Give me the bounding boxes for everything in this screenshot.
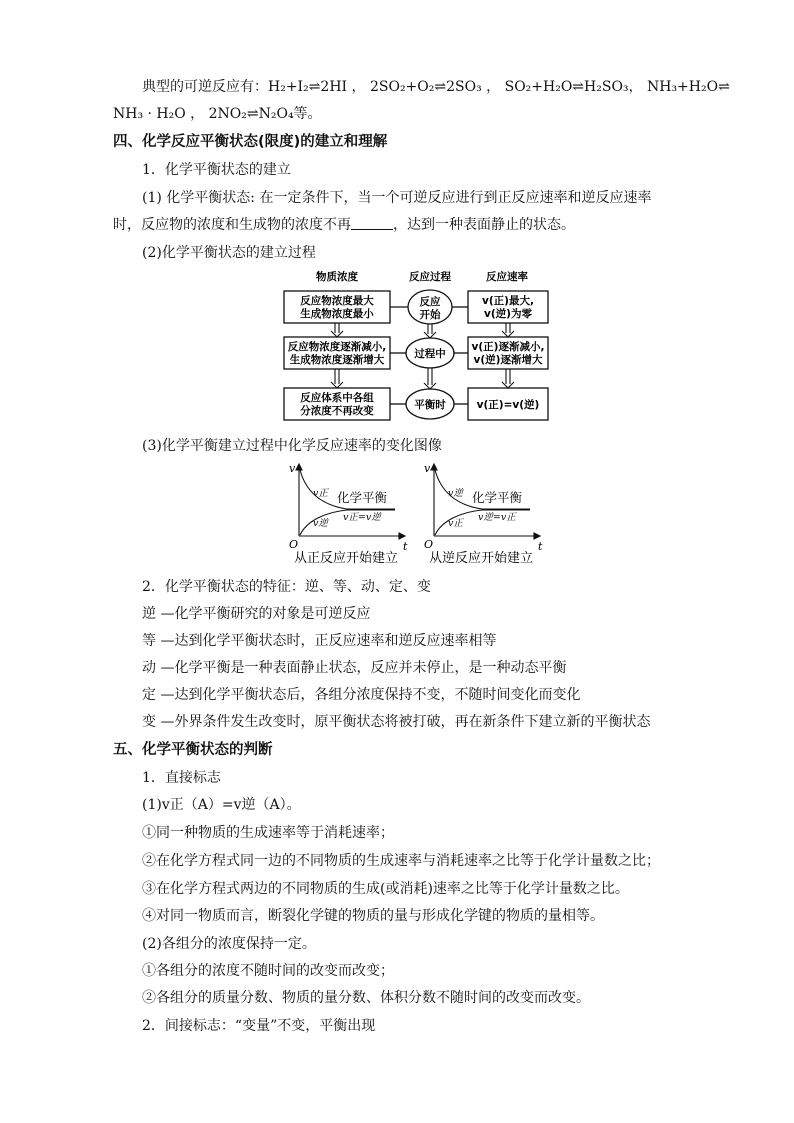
reversible-reactions-line-1: 典型的可逆反应有：H₂+I₂⇌2HI ， 2SO₂+O₂⇌2SO₃ ， SO₂+H₂O⇌H₂SO₃， NH₃+H₂O⇌ <box>142 79 730 95</box>
feature-equal: 等 —达到化学平衡状态时，正反应速率和逆反应速率相等 <box>142 633 497 649</box>
feature-dynamic: 动 —化学平衡是一种表面静止状态，反应并未停止，是一种动态平衡 <box>142 660 567 676</box>
reversible-reactions-line-2: NH₃ · H₂O ， 2NO₂⇌N₂O₄等。 <box>113 106 322 122</box>
origin-left: O <box>289 538 299 551</box>
axis-t-left: t <box>403 540 408 553</box>
feature-change: 变 —外界条件发生改变时，原平衡状态将被打破，再在新条件下建立新的平衡状态 <box>142 714 651 730</box>
definition-text-pre: 时，反应物的浓度和生成物的浓度不再 <box>113 217 351 233</box>
axis-t-right: t <box>538 540 543 553</box>
flow-box-rate-start-line2: v(逆)为零 <box>484 308 532 320</box>
label-bottom-curve-right: v正 <box>448 518 463 529</box>
flow-box-rate-start-line1: v(正)最大, <box>482 295 534 307</box>
feature-reversible: 逆 —化学平衡研究的对象是可逆反应 <box>142 606 371 622</box>
label-bottom-curve-left: v逆 <box>313 518 328 529</box>
direct-marker-item-3: ③在化学方程式两边的不同物质的生成(或消耗)速率之比等于化学计量数之比。 <box>142 881 629 897</box>
flow-ellipse-start-line2: 开始 <box>419 309 441 321</box>
direct-markers-title: 1．直接标志 <box>142 770 221 786</box>
label-eq-left: v正=v逆 <box>343 512 381 523</box>
flow-box-rate-during-line1: v(正)逐渐减小, <box>471 341 545 353</box>
flow-box-conc-equilibrium-line1: 反应体系中各组 <box>300 392 374 404</box>
direct-marker-concentration: (2)各组分的浓度保持一定。 <box>142 936 316 952</box>
flow-box-rate-equilibrium-text: v(正)=v(逆) <box>476 399 540 411</box>
flow-ellipse-during <box>406 338 454 368</box>
definition-line-2 <box>113 215 575 235</box>
axis-v-right: v <box>424 462 431 475</box>
label-equilibrium-left: 化学平衡 <box>337 490 388 505</box>
flow-box-conc-equilibrium-line2: 分浓度不再改变 <box>300 405 374 417</box>
section-heading-5: 五、化学平衡状态的判断 <box>113 742 273 758</box>
section-heading-4: 四、化学反应平衡状态(限度)的建立和理解 <box>113 134 388 150</box>
label-top-curve-left: v正 <box>313 488 328 499</box>
flow-box-rate-during <box>468 337 548 369</box>
origin-right: O <box>424 538 434 551</box>
flow-box-conc-during-line2: 生成物浓度逐渐增大 <box>289 354 385 366</box>
feature-constant: 定 —达到化学平衡状态后，各组分浓度保持不变，不随时间变化而变化 <box>142 687 581 703</box>
subsection-title-2: 2．化学平衡状态的特征：逆、等、动、定、变 <box>142 579 431 595</box>
flow-col-concentration: 物质浓度 <box>316 271 358 283</box>
direct-marker-rate-equal: (1)v正（A）=v逆（A）。 <box>142 797 301 813</box>
flow-box-rate-during-line2: v(逆)逐渐增大 <box>473 354 543 366</box>
label-top-curve-right: v逆 <box>448 488 463 499</box>
axis-v-left: v <box>289 462 296 475</box>
direct-marker-item-5: ①各组分的浓度不随时间的改变而改变； <box>142 963 394 979</box>
flow-box-conc-during-line1: 反应物浓度逐渐减小, <box>287 341 387 353</box>
flow-box-conc-start-line1: 反应物浓度最大 <box>300 295 374 307</box>
direct-marker-item-2: ②在化学方程式同一边的不同物质的生成速率与消耗速率之比等于化学计量数之比； <box>142 853 660 869</box>
definition-text-post: ，达到一种表面静止的状态。 <box>393 217 575 233</box>
flow-box-rate-start <box>468 291 548 323</box>
direct-marker-item-1: ①同一种物质的生成速率等于消耗速率； <box>142 825 394 841</box>
fill-in-blank <box>351 215 393 230</box>
flow-box-conc-during <box>284 337 390 369</box>
indirect-markers-title: 2．间接标志：“变量”不变，平衡出现 <box>142 1018 376 1034</box>
subsection-title-1: 1．化学平衡状态的建立 <box>142 162 291 178</box>
flow-box-conc-equilibrium <box>284 388 390 420</box>
flow-ellipse-start-line1: 反应 <box>419 296 441 308</box>
flow-col-rate: 反应速率 <box>486 271 528 283</box>
flow-ellipse-start <box>408 290 452 324</box>
direct-marker-item-4: ④对同一物质而言，断裂化学键的物质的量与形成化学键的物质的量相等。 <box>142 908 604 924</box>
flow-box-rate-equilibrium <box>468 388 548 420</box>
direct-marker-item-6: ②各组分的质量分数、物质的量分数、体积分数不随时间的改变而改变。 <box>142 990 590 1006</box>
equilibrium-process-flowchart <box>270 264 560 428</box>
definition-line-1: (1) 化学平衡状态: 在一定条件下，当一个可逆反应进行到正反应速率和逆反应速率 <box>142 190 652 206</box>
rate-graph-subtitle: (3)化学平衡建立过程中化学反应速率的变化图像 <box>142 438 442 454</box>
flow-ellipse-during-text: 过程中 <box>414 348 446 360</box>
rate-graph-reverse <box>418 460 548 570</box>
flow-col-process: 反应过程 <box>409 271 451 283</box>
flow-box-conc-start <box>284 291 390 323</box>
label-equilibrium-right: 化学平衡 <box>472 490 523 505</box>
rate-graph-forward <box>283 460 413 570</box>
flow-ellipse-equilibrium-text: 平衡时 <box>414 399 446 411</box>
label-eq-right: v逆=v正 <box>478 512 516 523</box>
flow-box-conc-start-line2: 生成物浓度最小 <box>300 308 374 320</box>
process-subtitle: (2)化学平衡状态的建立过程 <box>142 245 316 261</box>
caption-right: 从逆反应开始建立 <box>429 551 534 566</box>
flow-ellipse-equilibrium <box>406 389 454 419</box>
caption-left: 从正反应开始建立 <box>294 551 399 566</box>
